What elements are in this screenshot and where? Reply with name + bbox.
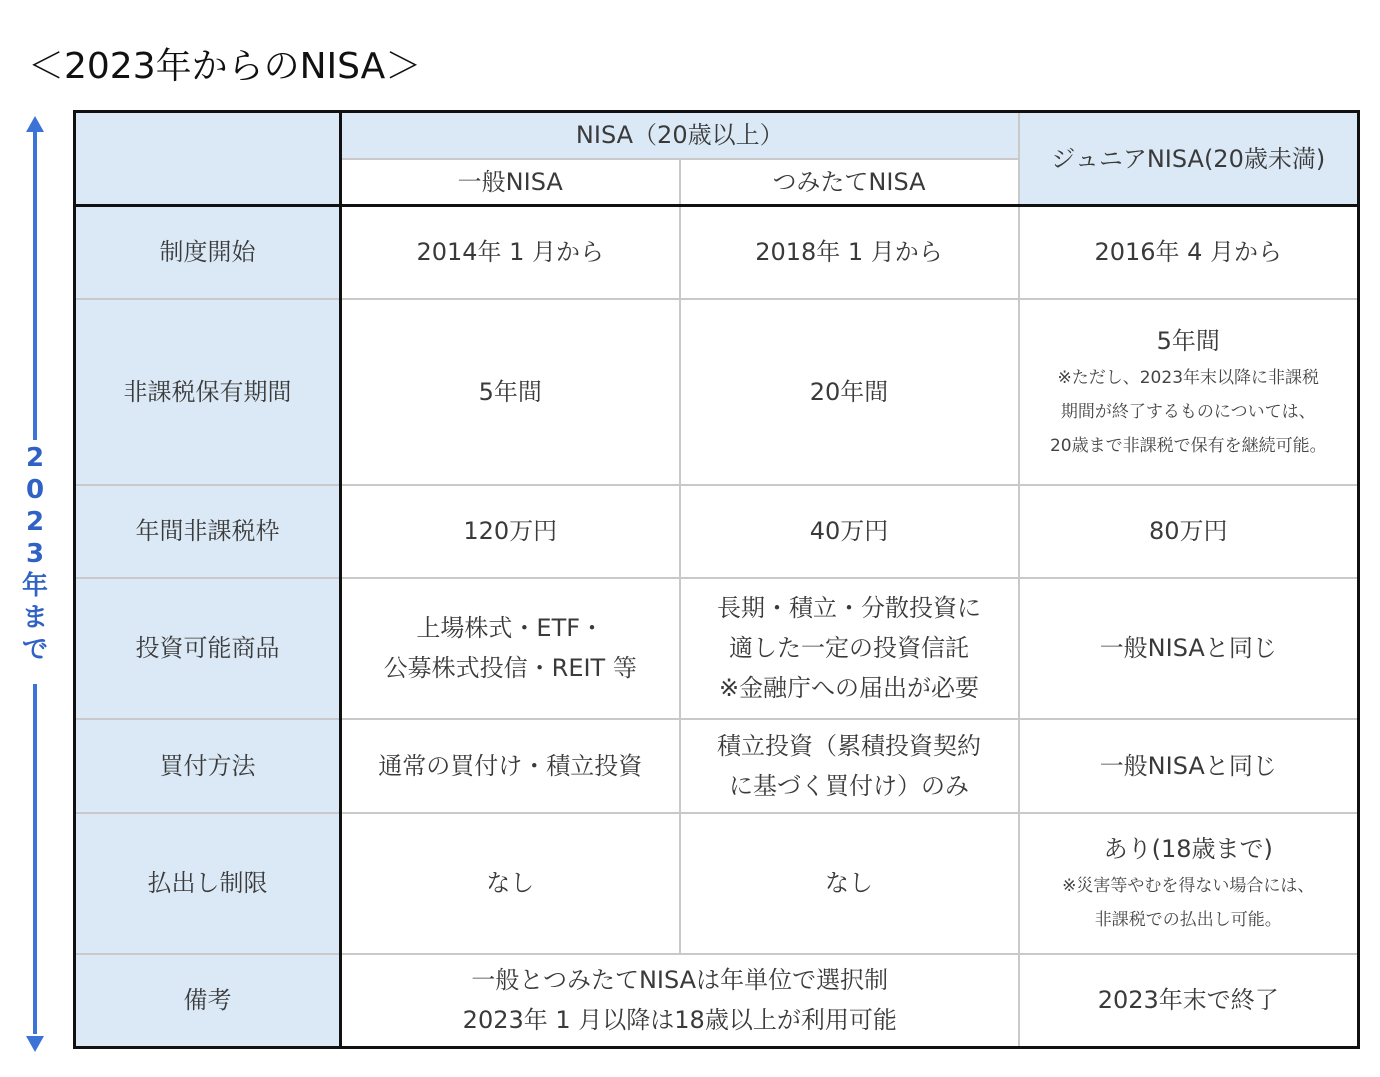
table-row bbox=[75, 485, 1359, 578]
page-title: ＜2023年からのNISA＞ bbox=[28, 46, 422, 87]
cell-line: 2023年 1 月以降は18歳以上が利用可能 bbox=[462, 1006, 897, 1035]
arrow-down-icon bbox=[26, 1036, 44, 1052]
nisa-group-header: NISA（20歳以上） bbox=[341, 112, 1019, 159]
cell-line: 120万円 bbox=[463, 517, 558, 545]
cell-line: に基づく買付け）のみ bbox=[729, 771, 969, 800]
cell-note-line: 20歳まで非課税で保有を継続可能。 bbox=[1049, 435, 1327, 456]
table-row bbox=[75, 719, 1359, 813]
nisa-remarks-cell bbox=[341, 954, 1019, 1048]
header-corner bbox=[75, 112, 341, 206]
cell-line: ※金融庁への届出が必要 bbox=[718, 674, 980, 702]
junior-nisa-header: ジュニアNISA(20歳未満) bbox=[1019, 112, 1359, 206]
tsumitate-nisa-cell bbox=[680, 299, 1019, 485]
cell-line: あり(18歳まで) bbox=[1103, 835, 1273, 863]
table-row bbox=[75, 578, 1359, 719]
tsumitate-nisa-cell bbox=[680, 485, 1019, 578]
timeline-line-bottom bbox=[33, 684, 37, 1034]
cell-line: 40万円 bbox=[809, 517, 889, 545]
cell-line: 適した一定の投資信託 bbox=[729, 634, 969, 662]
junior-nisa-cell bbox=[1019, 299, 1359, 485]
general-nisa-cell bbox=[341, 485, 680, 578]
cell-line: 一般とつみたてNISAは年単位で選択制 bbox=[471, 966, 889, 995]
remarks-row bbox=[75, 954, 1359, 1048]
cell-line: 2016年 4 月から bbox=[1094, 238, 1283, 267]
cell-line: 20年間 bbox=[809, 377, 889, 406]
row-header: 非課税保有期間 bbox=[75, 299, 341, 485]
row-header: 投資可能商品 bbox=[75, 578, 341, 719]
row-header: 買付方法 bbox=[75, 719, 341, 813]
table-body bbox=[75, 206, 1359, 1048]
row-header: 制度開始 bbox=[75, 206, 341, 299]
junior-nisa-cell bbox=[1019, 206, 1359, 299]
table-row bbox=[75, 813, 1359, 954]
timeline-arrow bbox=[20, 116, 50, 1052]
cell-line: 上場株式・ETF・ bbox=[416, 614, 605, 642]
cell-line: 通常の買付け・積立投資 bbox=[378, 751, 643, 780]
cell-note-line: 期間が終了するものについては、 bbox=[1060, 401, 1316, 422]
cell-line: なし bbox=[825, 869, 873, 897]
table-row bbox=[75, 206, 1359, 299]
cell-line: 一般NISAと同じ bbox=[1099, 634, 1277, 662]
table-row bbox=[75, 299, 1359, 485]
tsumitate-nisa-header: つみたてNISA bbox=[680, 159, 1019, 206]
cell-note-line: ※ただし、2023年末以降に非課税 bbox=[1057, 367, 1320, 388]
cell-line: 公募株式投信・REIT 等 bbox=[383, 654, 637, 682]
cell-line: 長期・積立・分散投資に bbox=[717, 594, 981, 622]
junior-remarks-cell: 2023年末で終了 bbox=[1019, 954, 1359, 1048]
tsumitate-nisa-cell bbox=[680, 206, 1019, 299]
junior-nisa-cell bbox=[1019, 485, 1359, 578]
general-nisa-cell bbox=[341, 578, 680, 719]
general-nisa-cell bbox=[341, 813, 680, 954]
tsumitate-nisa-cell bbox=[680, 578, 1019, 719]
nisa-comparison-table bbox=[73, 110, 1360, 1049]
general-nisa-header: 一般NISA bbox=[341, 159, 680, 206]
cell-line: 80万円 bbox=[1148, 517, 1228, 545]
cell-note-line: ※災害等やむを得ない場合には、 bbox=[1062, 876, 1315, 896]
row-header: 年間非課税枠 bbox=[75, 485, 341, 578]
tsumitate-nisa-cell bbox=[680, 813, 1019, 954]
timeline-line-top bbox=[33, 128, 37, 440]
cell-line: 5年間 bbox=[478, 377, 542, 406]
junior-nisa-cell bbox=[1019, 813, 1359, 954]
row-header: 払出し制限 bbox=[75, 813, 341, 954]
tsumitate-nisa-cell bbox=[680, 719, 1019, 813]
cell-line: 一般NISAと同じ bbox=[1099, 751, 1277, 780]
cell-line: 2018年 1 月から bbox=[755, 238, 943, 267]
general-nisa-cell bbox=[341, 299, 680, 485]
timeline-label: 2023年まで bbox=[21, 443, 48, 665]
cell-line: なし bbox=[486, 869, 535, 897]
cell-note-line: 非課税での払出し可能。 bbox=[1094, 910, 1282, 930]
cell-line: 積立投資（累積投資契約 bbox=[717, 731, 981, 760]
general-nisa-cell bbox=[341, 719, 680, 813]
junior-nisa-cell bbox=[1019, 578, 1359, 719]
row-header: 備考 bbox=[75, 954, 341, 1048]
junior-nisa-cell bbox=[1019, 719, 1359, 813]
cell-line: 5年間 bbox=[1156, 326, 1220, 355]
general-nisa-cell bbox=[341, 206, 680, 299]
cell-line: 2014年 1 月から bbox=[416, 238, 605, 267]
